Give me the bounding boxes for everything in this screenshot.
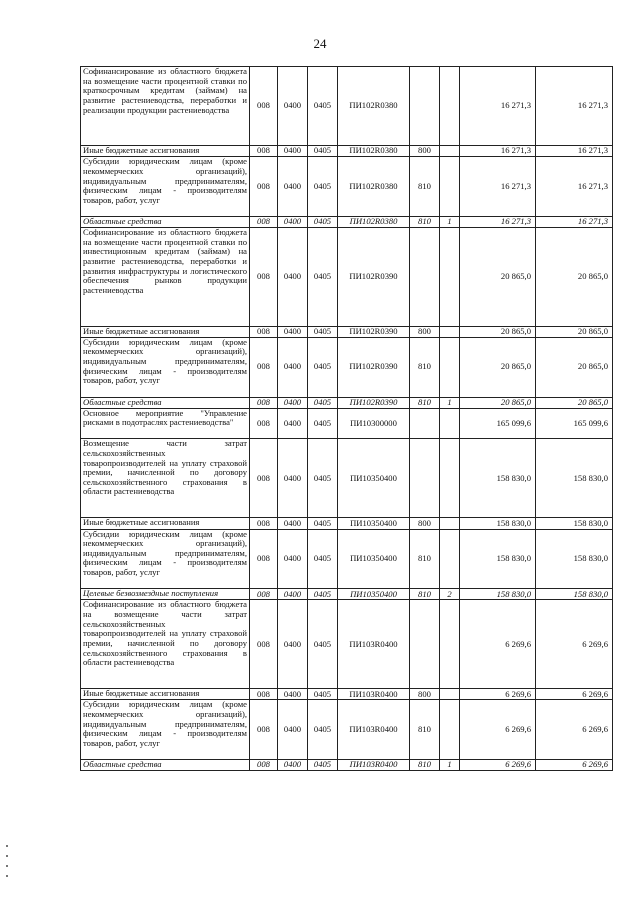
row-amount-year-1: 158 830,0: [460, 439, 536, 518]
row-subsection-code: 0405: [308, 228, 338, 327]
row-amount-year-2: 16 271,3: [536, 157, 613, 217]
row-name: Иные бюджетные ассигнования: [81, 689, 250, 700]
row-funding-source: [440, 337, 460, 397]
row-subsection-code: 0405: [308, 518, 338, 529]
row-subsection-code: 0405: [308, 326, 338, 337]
row-amount-year-1: 20 865,0: [460, 228, 536, 327]
row-ministry-code: 008: [250, 67, 278, 146]
row-name: Субсидии юридическим лицам (кроме некоммерческих организаций), индивидуальным предпринимателям, физическим лицам - производителям товаров, работ, услуг: [81, 337, 250, 397]
row-subsection-code: 0405: [308, 146, 338, 157]
row-funding-source: [440, 518, 460, 529]
row-section-code: 0400: [278, 216, 308, 227]
row-section-code: 0400: [278, 408, 308, 439]
row-target-item-code: ПИ10350400: [338, 589, 410, 600]
row-expense-type-code: [410, 228, 440, 327]
row-section-code: 0400: [278, 67, 308, 146]
row-subsection-code: 0405: [308, 589, 338, 600]
row-expense-type-code: 810: [410, 337, 440, 397]
table-body: [81, 67, 613, 771]
row-expense-type-code: [410, 600, 440, 689]
table-row: [81, 397, 613, 408]
row-funding-source: 2: [440, 589, 460, 600]
row-ministry-code: 008: [250, 408, 278, 439]
row-target-item-code: ПИ102R0390: [338, 228, 410, 327]
row-subsection-code: 0405: [308, 439, 338, 518]
row-ministry-code: 008: [250, 397, 278, 408]
row-amount-year-1: 158 830,0: [460, 529, 536, 589]
row-subsection-code: 0405: [308, 529, 338, 589]
page-number: 24: [313, 36, 327, 51]
row-expense-type-code: 810: [410, 157, 440, 217]
table-row: [81, 760, 613, 771]
row-funding-source: 1: [440, 216, 460, 227]
table-row: [81, 337, 613, 397]
row-section-code: 0400: [278, 518, 308, 529]
row-section-code: 0400: [278, 700, 308, 760]
row-section-code: 0400: [278, 439, 308, 518]
row-funding-source: [440, 439, 460, 518]
row-amount-year-2: 158 830,0: [536, 518, 613, 529]
row-amount-year-1: 158 830,0: [460, 589, 536, 600]
row-ministry-code: 008: [250, 146, 278, 157]
row-expense-type-code: 800: [410, 326, 440, 337]
row-subsection-code: 0405: [308, 397, 338, 408]
row-funding-source: 1: [440, 760, 460, 771]
row-amount-year-2: 20 865,0: [536, 337, 613, 397]
row-name: Софинансирование из областного бюджета на возмещение части процентной ставки по инвестиционным кредитам (займам) на развитие растениеводства, переработки и развития инфраструктуры и логистического обеспечения рынков продукции растениеводства: [81, 228, 250, 327]
row-name: Иные бюджетные ассигнования: [81, 326, 250, 337]
row-ministry-code: 008: [250, 228, 278, 327]
row-expense-type-code: 800: [410, 146, 440, 157]
row-ministry-code: 008: [250, 337, 278, 397]
row-ministry-code: 008: [250, 700, 278, 760]
row-amount-year-2: 165 099,6: [536, 408, 613, 439]
row-funding-source: [440, 67, 460, 146]
row-funding-source: [440, 228, 460, 327]
row-ministry-code: 008: [250, 600, 278, 689]
row-section-code: 0400: [278, 228, 308, 327]
row-name: Целевые безвозмездные поступления: [81, 589, 250, 600]
row-expense-type-code: [410, 67, 440, 146]
row-name: Субсидии юридическим лицам (кроме некоммерческих организаций), индивидуальным предпринимателям, физическим лицам - производителям товаров, работ, услуг: [81, 157, 250, 217]
row-name: Основное мероприятие "Управление рисками в подотраслях растениеводства": [81, 408, 250, 439]
row-expense-type-code: 810: [410, 216, 440, 227]
row-ministry-code: 008: [250, 760, 278, 771]
table-row: [81, 600, 613, 689]
row-section-code: 0400: [278, 529, 308, 589]
row-funding-source: [440, 529, 460, 589]
row-funding-source: [440, 600, 460, 689]
table-row: [81, 408, 613, 439]
row-section-code: 0400: [278, 326, 308, 337]
row-name: Областные средства: [81, 216, 250, 227]
row-amount-year-2: 20 865,0: [536, 326, 613, 337]
row-section-code: 0400: [278, 689, 308, 700]
row-amount-year-1: 6 269,6: [460, 689, 536, 700]
row-ministry-code: 008: [250, 689, 278, 700]
row-amount-year-2: 6 269,6: [536, 700, 613, 760]
row-target-item-code: ПИ10350400: [338, 518, 410, 529]
row-amount-year-2: 20 865,0: [536, 228, 613, 327]
row-expense-type-code: [410, 439, 440, 518]
row-ministry-code: 008: [250, 589, 278, 600]
row-funding-source: [440, 157, 460, 217]
row-name: Субсидии юридическим лицам (кроме некоммерческих организаций), индивидуальным предпринимателям, физическим лицам - производителям товаров, работ, услуг: [81, 529, 250, 589]
row-amount-year-1: 20 865,0: [460, 337, 536, 397]
row-amount-year-1: 165 099,6: [460, 408, 536, 439]
row-amount-year-1: 20 865,0: [460, 397, 536, 408]
row-funding-source: [440, 146, 460, 157]
row-subsection-code: 0405: [308, 760, 338, 771]
row-funding-source: [440, 700, 460, 760]
row-subsection-code: 0405: [308, 408, 338, 439]
row-target-item-code: ПИ103R0400: [338, 600, 410, 689]
table-row: [81, 326, 613, 337]
row-name: Субсидии юридическим лицам (кроме некоммерческих организаций), индивидуальным предпринимателям, физическим лицам - производителям товаров, работ, услуг: [81, 700, 250, 760]
row-target-item-code: ПИ10300000: [338, 408, 410, 439]
row-amount-year-2: 6 269,6: [536, 689, 613, 700]
row-expense-type-code: 810: [410, 397, 440, 408]
table-row: [81, 216, 613, 227]
row-subsection-code: 0405: [308, 67, 338, 146]
row-name: Иные бюджетные ассигнования: [81, 146, 250, 157]
row-funding-source: 1: [440, 397, 460, 408]
row-target-item-code: ПИ102R0380: [338, 67, 410, 146]
row-section-code: 0400: [278, 589, 308, 600]
row-name: Областные средства: [81, 760, 250, 771]
row-amount-year-2: 16 271,3: [536, 146, 613, 157]
row-amount-year-1: 20 865,0: [460, 326, 536, 337]
table-row: [81, 529, 613, 589]
table-row: [81, 146, 613, 157]
row-target-item-code: ПИ102R0390: [338, 397, 410, 408]
row-ministry-code: 008: [250, 326, 278, 337]
row-section-code: 0400: [278, 397, 308, 408]
row-ministry-code: 008: [250, 529, 278, 589]
row-expense-type-code: 810: [410, 700, 440, 760]
row-target-item-code: ПИ103R0400: [338, 760, 410, 771]
table-row: [81, 228, 613, 327]
row-ministry-code: 008: [250, 439, 278, 518]
row-subsection-code: 0405: [308, 600, 338, 689]
row-amount-year-1: 6 269,6: [460, 760, 536, 771]
row-section-code: 0400: [278, 157, 308, 217]
row-amount-year-1: 16 271,3: [460, 146, 536, 157]
row-amount-year-1: 16 271,3: [460, 157, 536, 217]
row-ministry-code: 008: [250, 518, 278, 529]
row-name: Иные бюджетные ассигнования: [81, 518, 250, 529]
row-expense-type-code: [410, 408, 440, 439]
table-row: [81, 689, 613, 700]
row-name: Софинансирование из областного бюджета на возмещение части затрат сельскохозяйственных товаропроизводителей на уплату страховой премии, начисленной по договору сельскохозяйственного страхования в области растениеводства: [81, 600, 250, 689]
row-subsection-code: 0405: [308, 157, 338, 217]
table-row: [81, 700, 613, 760]
row-expense-type-code: 800: [410, 518, 440, 529]
row-ministry-code: 008: [250, 157, 278, 217]
row-amount-year-1: 16 271,3: [460, 216, 536, 227]
row-funding-source: [440, 326, 460, 337]
row-section-code: 0400: [278, 760, 308, 771]
row-section-code: 0400: [278, 146, 308, 157]
row-amount-year-2: 20 865,0: [536, 397, 613, 408]
row-expense-type-code: 810: [410, 589, 440, 600]
table-row: [81, 157, 613, 217]
row-target-item-code: ПИ103R0400: [338, 689, 410, 700]
row-subsection-code: 0405: [308, 216, 338, 227]
row-name: Областные средства: [81, 397, 250, 408]
row-expense-type-code: 800: [410, 689, 440, 700]
row-target-item-code: ПИ102R0380: [338, 146, 410, 157]
row-amount-year-1: 16 271,3: [460, 67, 536, 146]
row-subsection-code: 0405: [308, 700, 338, 760]
row-amount-year-2: 158 830,0: [536, 439, 613, 518]
row-subsection-code: 0405: [308, 337, 338, 397]
table-row: [81, 589, 613, 600]
row-amount-year-1: 158 830,0: [460, 518, 536, 529]
row-funding-source: [440, 408, 460, 439]
table-row: [81, 439, 613, 518]
row-amount-year-1: 6 269,6: [460, 600, 536, 689]
row-name: Возмещение части затрат сельскохозяйственных товаропроизводителей на уплату страховой премии, начисленной по договору сельскохозяйственного страхования в области растениеводства: [81, 439, 250, 518]
row-target-item-code: ПИ10350400: [338, 529, 410, 589]
budget-table: [80, 66, 613, 771]
row-target-item-code: ПИ102R0390: [338, 337, 410, 397]
row-amount-year-2: 16 271,3: [536, 67, 613, 146]
row-target-item-code: ПИ103R0400: [338, 700, 410, 760]
row-ministry-code: 008: [250, 216, 278, 227]
row-target-item-code: ПИ10350400: [338, 439, 410, 518]
row-target-item-code: ПИ102R0390: [338, 326, 410, 337]
row-subsection-code: 0405: [308, 689, 338, 700]
row-amount-year-2: 6 269,6: [536, 600, 613, 689]
row-section-code: 0400: [278, 337, 308, 397]
table-row: [81, 67, 613, 146]
scan-margin-marks: [6, 845, 9, 895]
row-name: Софинансирование из областного бюджета на возмещение части процентной ставки по краткосрочным кредитам (займам) на развитие растениеводства, переработки и реализации продукции растениеводства: [81, 67, 250, 146]
row-expense-type-code: 810: [410, 529, 440, 589]
row-section-code: 0400: [278, 600, 308, 689]
table-row: [81, 518, 613, 529]
row-target-item-code: ПИ102R0380: [338, 216, 410, 227]
row-amount-year-2: 158 830,0: [536, 529, 613, 589]
row-funding-source: [440, 689, 460, 700]
row-amount-year-1: 6 269,6: [460, 700, 536, 760]
row-target-item-code: ПИ102R0380: [338, 157, 410, 217]
row-expense-type-code: 810: [410, 760, 440, 771]
row-amount-year-2: 158 830,0: [536, 589, 613, 600]
row-amount-year-2: 16 271,3: [536, 216, 613, 227]
row-amount-year-2: 6 269,6: [536, 760, 613, 771]
